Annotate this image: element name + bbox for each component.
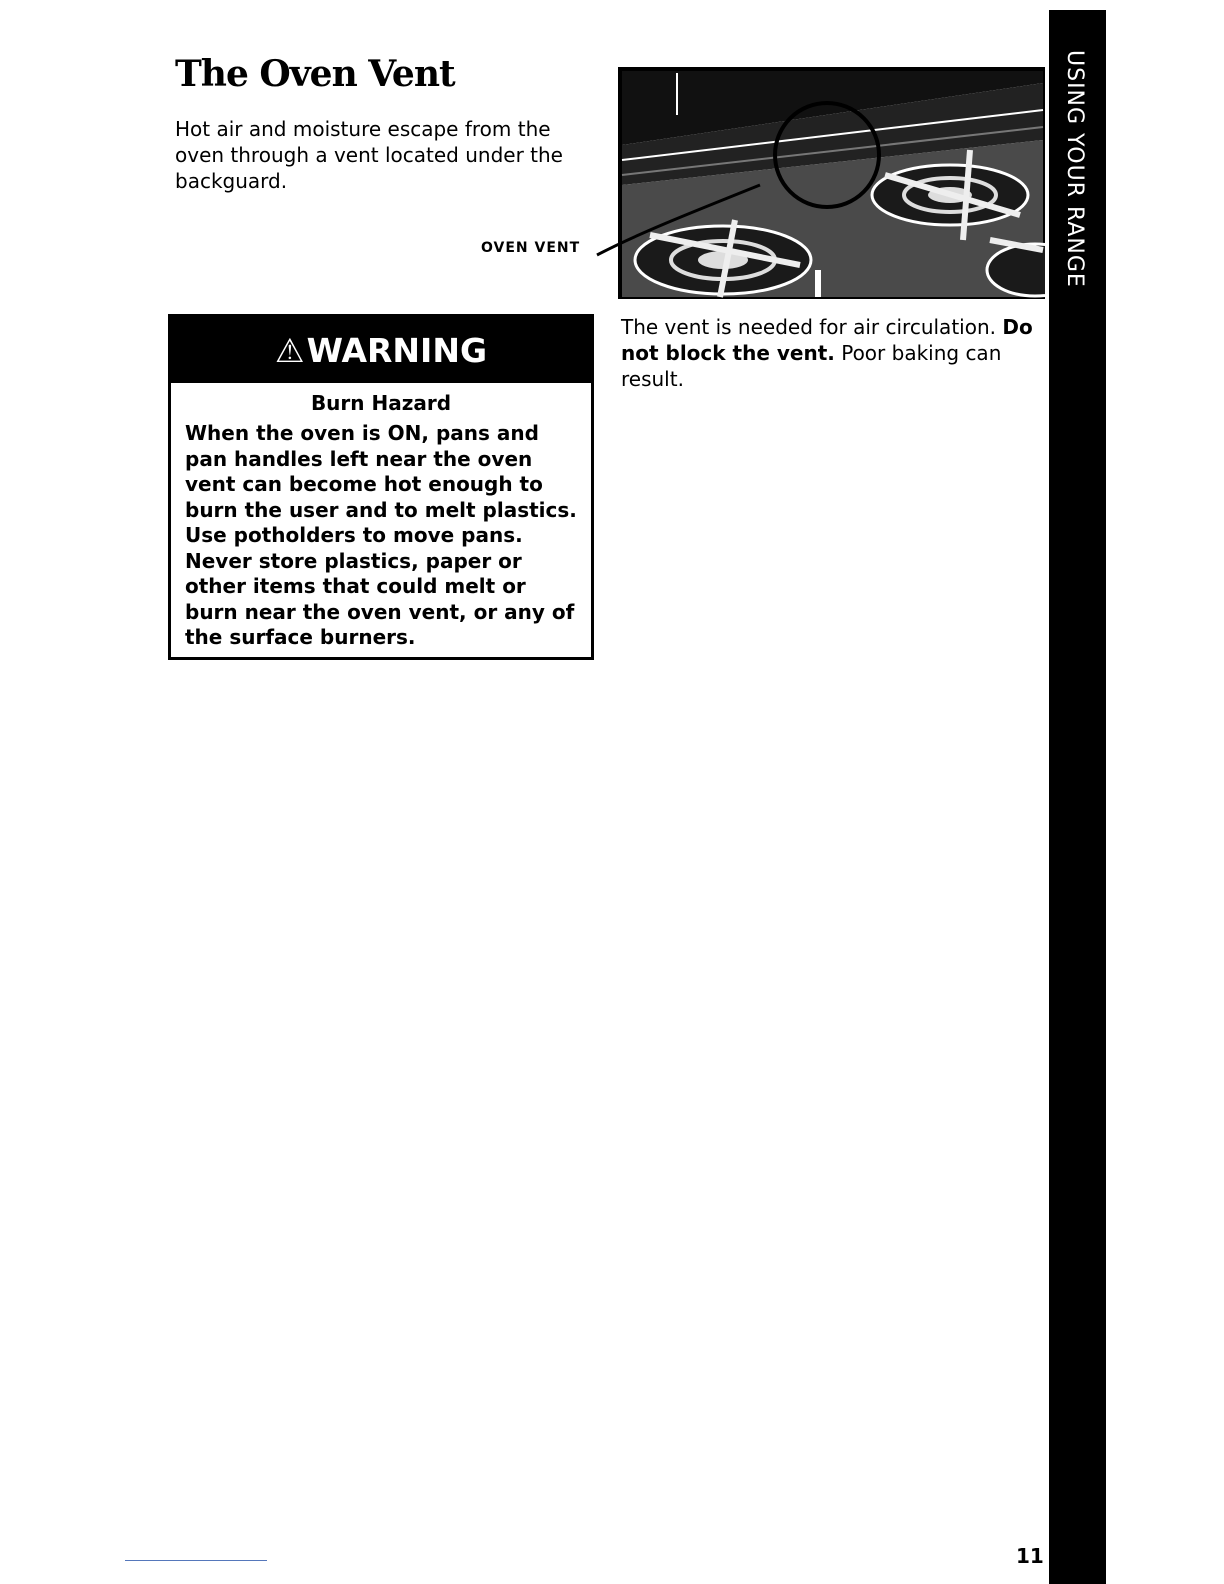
oven-vent-callout-label: OVEN VENT <box>481 240 581 256</box>
hazard-title: Burn Hazard <box>310 391 452 415</box>
warning-header-label: WARNING <box>306 330 488 370</box>
footer-rule <box>125 1560 267 1561</box>
warning-text: When the oven is ON, pans and pan handles left near the oven vent can become hot enough to burn the user and to melt plastics. Use potholders to move pans. Never store plastics, paper or other items that could melt or burn near the oven vent, or any of the surface burners. <box>185 421 577 649</box>
warning-triangle-icon: ⚠ <box>274 330 305 370</box>
vent-note-line-2: Poor baking can result. <box>621 341 1002 391</box>
warning-header <box>171 317 591 383</box>
intro-text: Hot air and moisture escape from the oven through a vent located under the backguard. <box>175 117 563 193</box>
warning-box <box>168 314 594 660</box>
page-number: 11 <box>1016 1544 1044 1568</box>
vent-note-bold: Do not block the vent. <box>621 315 1033 365</box>
range-backguard-illustration <box>595 65 1045 300</box>
side-section-tab <box>1049 10 1106 1584</box>
page-title: The Oven Vent <box>175 53 455 95</box>
vent-note <box>621 314 1041 392</box>
vent-note-line-1: The vent is needed for air circulation. <box>621 315 996 339</box>
side-tab-label: USING YOUR RANGE <box>1062 50 1087 288</box>
